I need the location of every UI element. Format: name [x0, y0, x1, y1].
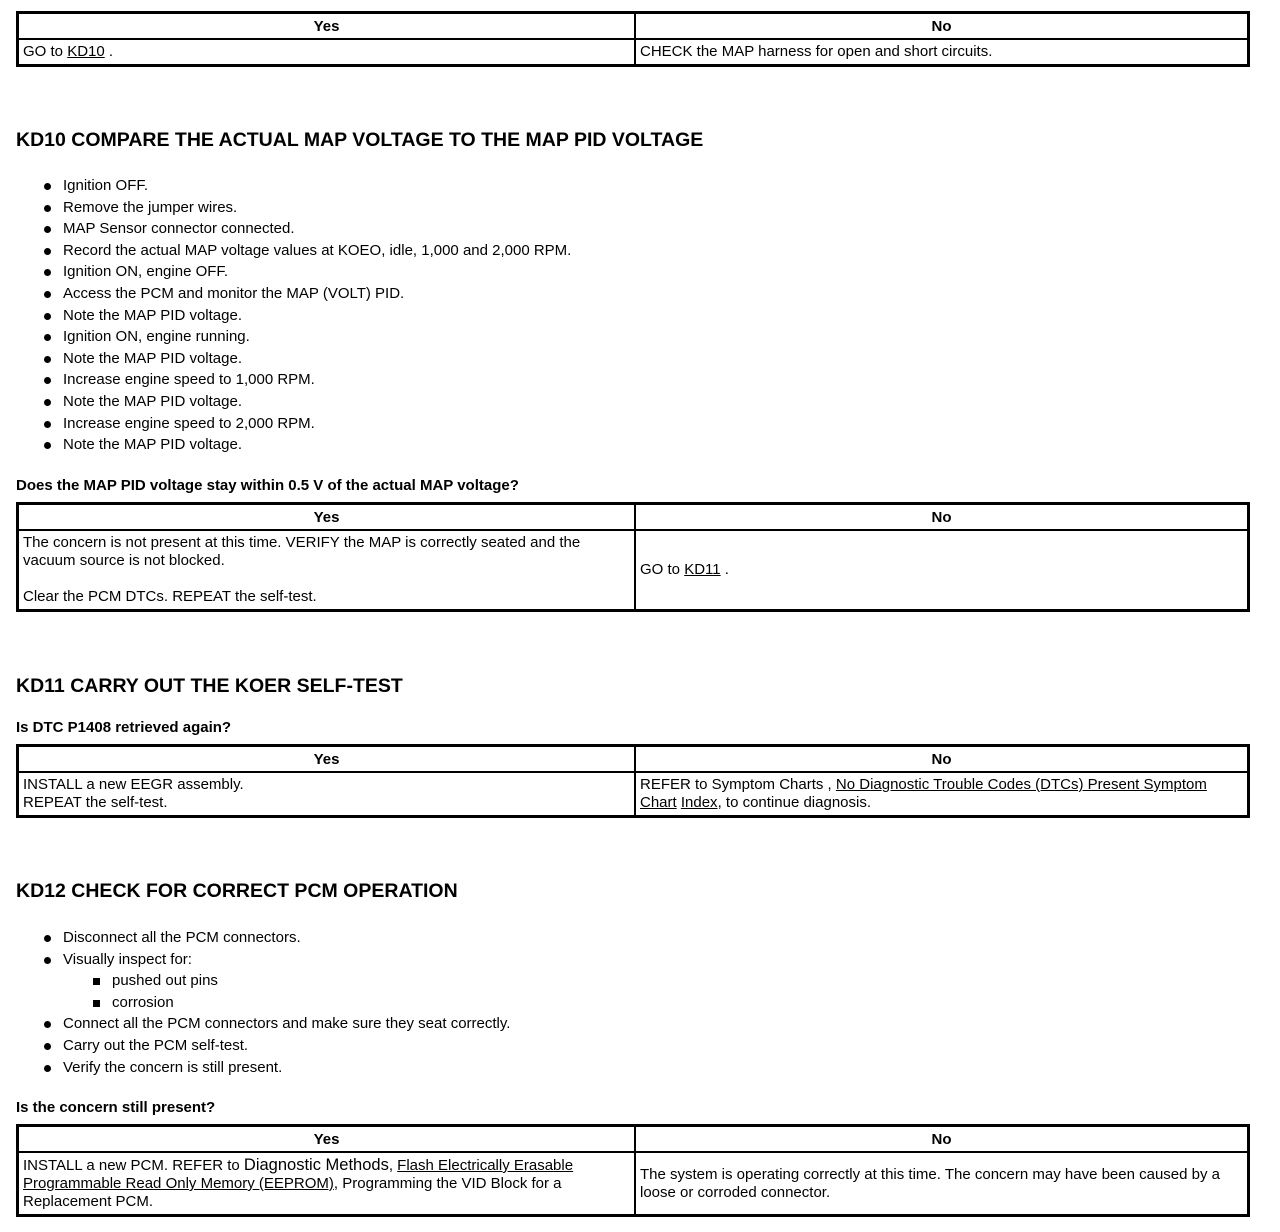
result-table-kd10: [16, 502, 1250, 612]
list-item: Connect all the PCM connectors and make sure they seat correctly.: [16, 1013, 510, 1035]
yes-line-2: REPEAT the self-test.: [23, 794, 168, 811]
separator: ,: [388, 1157, 398, 1174]
kd10-heading: KD10 COMPARE THE ACTUAL MAP VOLTAGE TO THE MAP PID VOLTAGE: [16, 129, 704, 151]
list-item: Ignition OFF.: [16, 175, 571, 197]
yes-cell: [18, 530, 636, 611]
list-item: Increase engine speed to 2,000 RPM.: [16, 413, 571, 435]
kd11-link[interactable]: KD11: [684, 561, 721, 578]
yes-header: Yes: [18, 746, 636, 773]
list-item: Verify the concern is still present.: [16, 1057, 510, 1079]
result-table-kd12: [16, 1124, 1250, 1217]
kd12-heading: KD12 CHECK FOR CORRECT PCM OPERATION: [16, 880, 458, 902]
yes-cell: [18, 39, 636, 66]
no-cell: [635, 530, 1249, 611]
yes-header: Yes: [18, 1126, 636, 1153]
no-header: No: [635, 13, 1249, 40]
list-item: Record the actual MAP voltage values at KOEO, idle, 1,000 and 2,000 RPM.: [16, 240, 571, 262]
no-cell: The system is operating correctly at this time. The concern may have been caused by a loose or corroded connector.: [635, 1152, 1249, 1216]
kd10-question: Does the MAP PID voltage stay within 0.5 V of the actual MAP voltage?: [16, 477, 519, 494]
yes-text-2: Clear the PCM DTCs. REPEAT the self-test.: [23, 588, 317, 605]
list-item: Note the MAP PID voltage.: [16, 434, 571, 456]
list-item: Note the MAP PID voltage.: [16, 305, 571, 327]
yes-text-1: The concern is not present at this time. VERIFY the MAP is correctly seated and the vacuum source is not blocked.: [23, 534, 581, 569]
no-cell: CHECK the MAP harness for open and short circuits.: [635, 39, 1249, 66]
yes-cell: [18, 772, 636, 817]
kd10-steps: [16, 175, 571, 456]
no-cell: [635, 772, 1249, 817]
no-text: REFER to Symptom Charts ,: [640, 776, 836, 793]
diagnostic-methods-text: Diagnostic Methods: [243, 1156, 389, 1174]
yes-header: Yes: [18, 504, 636, 531]
no-header: No: [635, 504, 1249, 531]
sub-list-item: corrosion: [16, 992, 510, 1014]
result-table-kd9: [16, 11, 1250, 67]
list-item: Increase engine speed to 1,000 RPM.: [16, 369, 571, 391]
flash-eeprom-link[interactable]: Flash Electrically Erasable Programmable Read Only Memory (EEPROM): [23, 1157, 574, 1192]
list-item: Note the MAP PID voltage.: [16, 348, 571, 370]
no-suffix: , to continue diagnosis.: [717, 794, 871, 811]
sub-list-item: pushed out pins: [16, 970, 510, 992]
list-item: MAP Sensor connector connected.: [16, 218, 571, 240]
yes-cell: [18, 1152, 636, 1216]
yes-line-1: INSTALL a new EEGR assembly.: [23, 776, 244, 793]
yes-text: GO to: [23, 43, 68, 60]
index-link[interactable]: Index: [680, 794, 718, 811]
kd11-heading: KD11 CARRY OUT THE KOER SELF-TEST: [16, 675, 403, 697]
list-item: Remove the jumper wires.: [16, 197, 571, 219]
list-item: Ignition ON, engine OFF.: [16, 261, 571, 283]
list-item: Ignition ON, engine running.: [16, 326, 571, 348]
list-item: Note the MAP PID voltage.: [16, 391, 571, 413]
kd11-question: Is DTC P1408 retrieved again?: [16, 719, 232, 736]
list-item: Visually inspect for:: [16, 949, 510, 971]
list-item: Disconnect all the PCM connectors.: [16, 927, 510, 949]
no-header: No: [635, 1126, 1249, 1153]
kd12-steps: [16, 927, 510, 1078]
kd10-link[interactable]: KD10: [67, 43, 105, 60]
no-header: No: [635, 746, 1249, 773]
no-suffix: .: [720, 561, 729, 578]
no-dtc-symptom-chart-link[interactable]: No Diagnostic Trouble Codes (DTCs) Present Symptom Chart: [640, 776, 1207, 811]
yes-suffix: .: [104, 43, 114, 60]
yes-suffix: , Programming the VID Block for a Replacement PCM.: [23, 1175, 562, 1210]
yes-text: INSTALL a new PCM. REFER to: [23, 1157, 244, 1174]
result-table-kd11: [16, 744, 1250, 818]
list-item: Carry out the PCM self-test.: [16, 1035, 510, 1057]
yes-header: Yes: [18, 13, 636, 40]
kd12-question: Is the concern still present?: [16, 1099, 216, 1116]
no-text: GO to: [640, 561, 685, 578]
list-item: Access the PCM and monitor the MAP (VOLT) PID.: [16, 283, 571, 305]
